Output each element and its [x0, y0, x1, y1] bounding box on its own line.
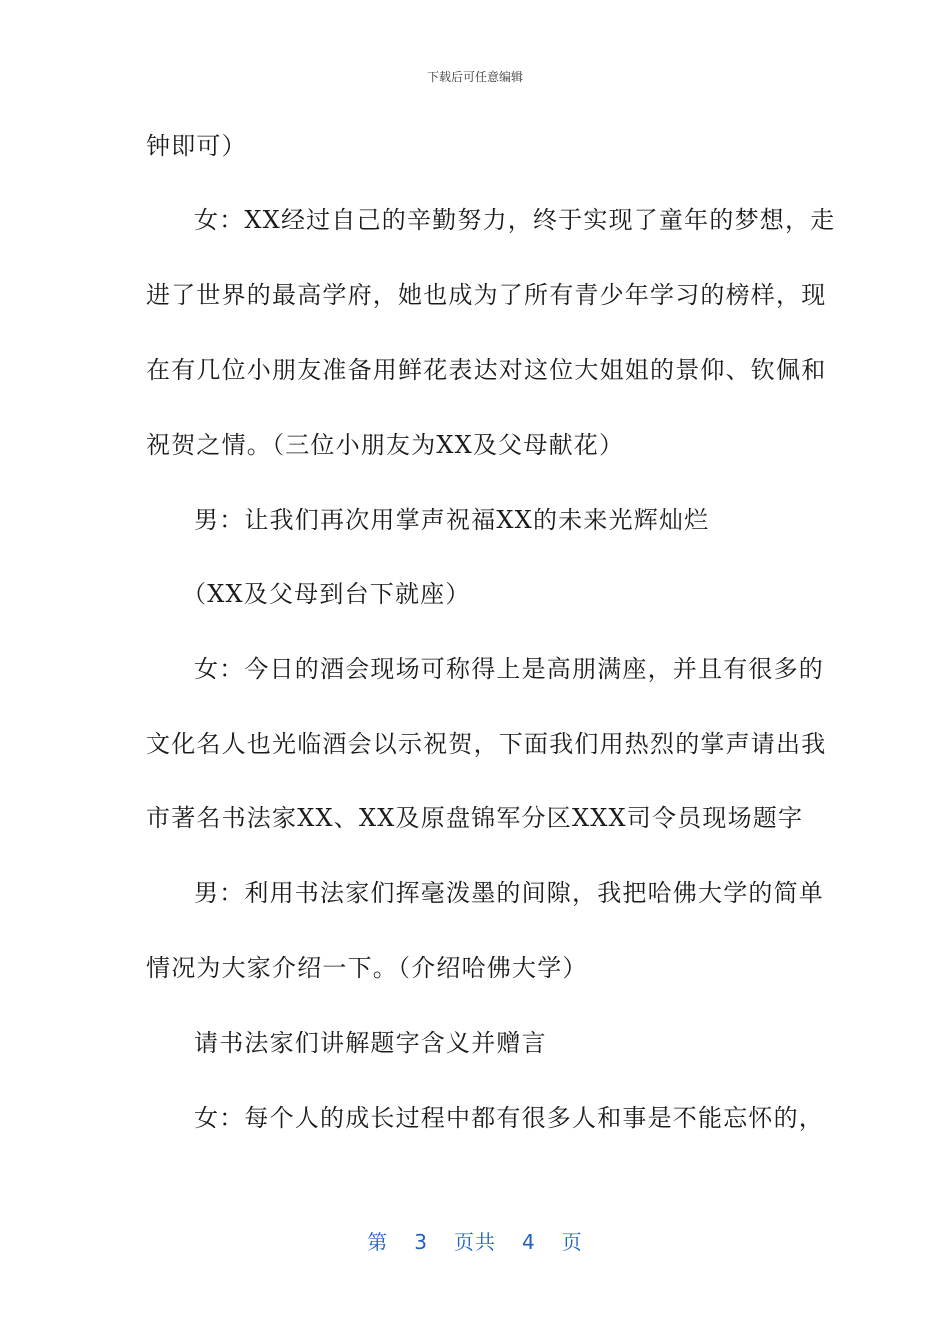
footer-suffix: 页: [561, 1230, 583, 1254]
body-line-8: 女：今日的酒会现场可称得上是高朋满座，并且有很多的: [194, 655, 824, 683]
footer-prefix: 第: [367, 1230, 389, 1254]
body-line-13: 请书法家们讲解题字含义并赠言: [194, 1029, 547, 1057]
page-header: 下载后可任意编辑: [426, 70, 523, 84]
body-line-14: 女：每个人的成长过程中都有很多人和事是不能忘怀的，: [194, 1104, 824, 1132]
page-footer: [0, 1226, 950, 1255]
body-line-7: （XX及父母到台下就座）: [182, 580, 471, 608]
body-line-12: 情况为大家介绍一下。（介绍哈佛大学）: [146, 954, 588, 982]
body-line-4: 在有几位小朋友准备用鲜花表达对这位大姐姐的景仰、钦佩和: [146, 356, 827, 384]
footer-middle: 页共: [454, 1230, 496, 1254]
body-line-5: 祝贺之情。（三位小朋友为XX及父母献花）: [146, 431, 625, 459]
body-line-1: 钟即可）: [146, 132, 247, 160]
body-line-11: 男：利用书法家们挥毫泼墨的间隙，我把哈佛大学的简单: [194, 879, 824, 907]
body-line-6: 男：让我们再次用掌声祝福XX的未来光辉灿烂: [194, 506, 710, 534]
body-line-2: 女：XX经过自己的辛勤努力，终于实现了童年的梦想，走: [194, 206, 836, 234]
body-line-3: 进了世界的最高学府，她也成为了所有青少年学习的榜样，现: [146, 281, 827, 309]
body-line-10: 市著名书法家XX、XX及原盘锦军分区XXX司令员现场题字: [146, 804, 804, 832]
body-line-9: 文化名人也光临酒会以示祝贺，下面我们用热烈的掌声请出我: [146, 730, 827, 758]
footer-total-pages: 4: [522, 1230, 536, 1254]
footer-current-page: 3: [414, 1230, 428, 1254]
